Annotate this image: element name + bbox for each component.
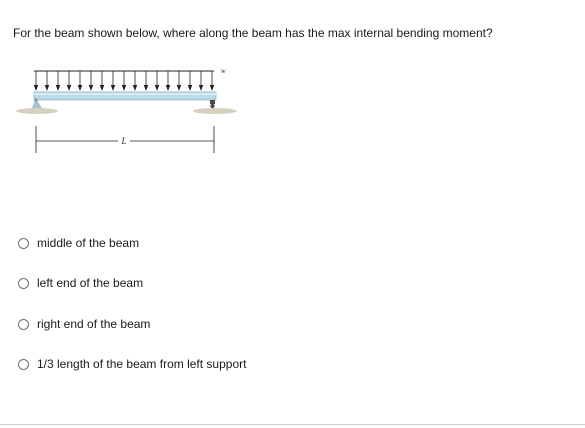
option-label: left end of the beam (37, 276, 144, 290)
option-label: right end of the beam (37, 317, 151, 331)
load-arrow-head (199, 85, 203, 91)
load-arrow-head (34, 85, 38, 91)
load-arrow-head (122, 85, 126, 91)
option-label: middle of the beam (37, 236, 140, 250)
load-label: w (221, 67, 226, 75)
option-middle[interactable] (18, 236, 139, 250)
load-arrow-head (78, 85, 82, 91)
load-arrow-head (100, 85, 104, 91)
option-right-end[interactable] (18, 317, 150, 331)
load-arrow-head (144, 85, 148, 91)
load-arrow-head (67, 85, 71, 91)
beam-diagram (0, 60, 260, 160)
question-text: For the beam shown below, where along the beam has the max internal bending moment? (13, 26, 493, 40)
roller-support (193, 100, 237, 114)
option-label: 1/3 length of the beam from left support (37, 357, 247, 371)
pin-support (16, 98, 58, 114)
load-arrow-head (210, 85, 214, 91)
option-one-third[interactable] (18, 357, 246, 371)
load-arrows (34, 71, 214, 91)
radio-button[interactable] (18, 278, 29, 289)
load-arrow-head (177, 85, 181, 91)
radio-button[interactable] (18, 319, 29, 330)
load-arrow-head (56, 85, 60, 91)
radio-button[interactable] (18, 359, 29, 370)
load-arrow-head (155, 85, 159, 91)
load-arrow-head (166, 85, 170, 91)
length-label: L (121, 136, 127, 146)
option-left-end[interactable] (18, 276, 143, 290)
load-arrow-head (45, 85, 49, 91)
load-arrow-head (111, 85, 115, 91)
load-arrow-head (133, 85, 137, 91)
load-arrow-head (89, 85, 93, 91)
divider (0, 424, 585, 425)
load-arrow-head (188, 85, 192, 91)
beam (34, 92, 216, 100)
radio-button[interactable] (18, 238, 29, 249)
